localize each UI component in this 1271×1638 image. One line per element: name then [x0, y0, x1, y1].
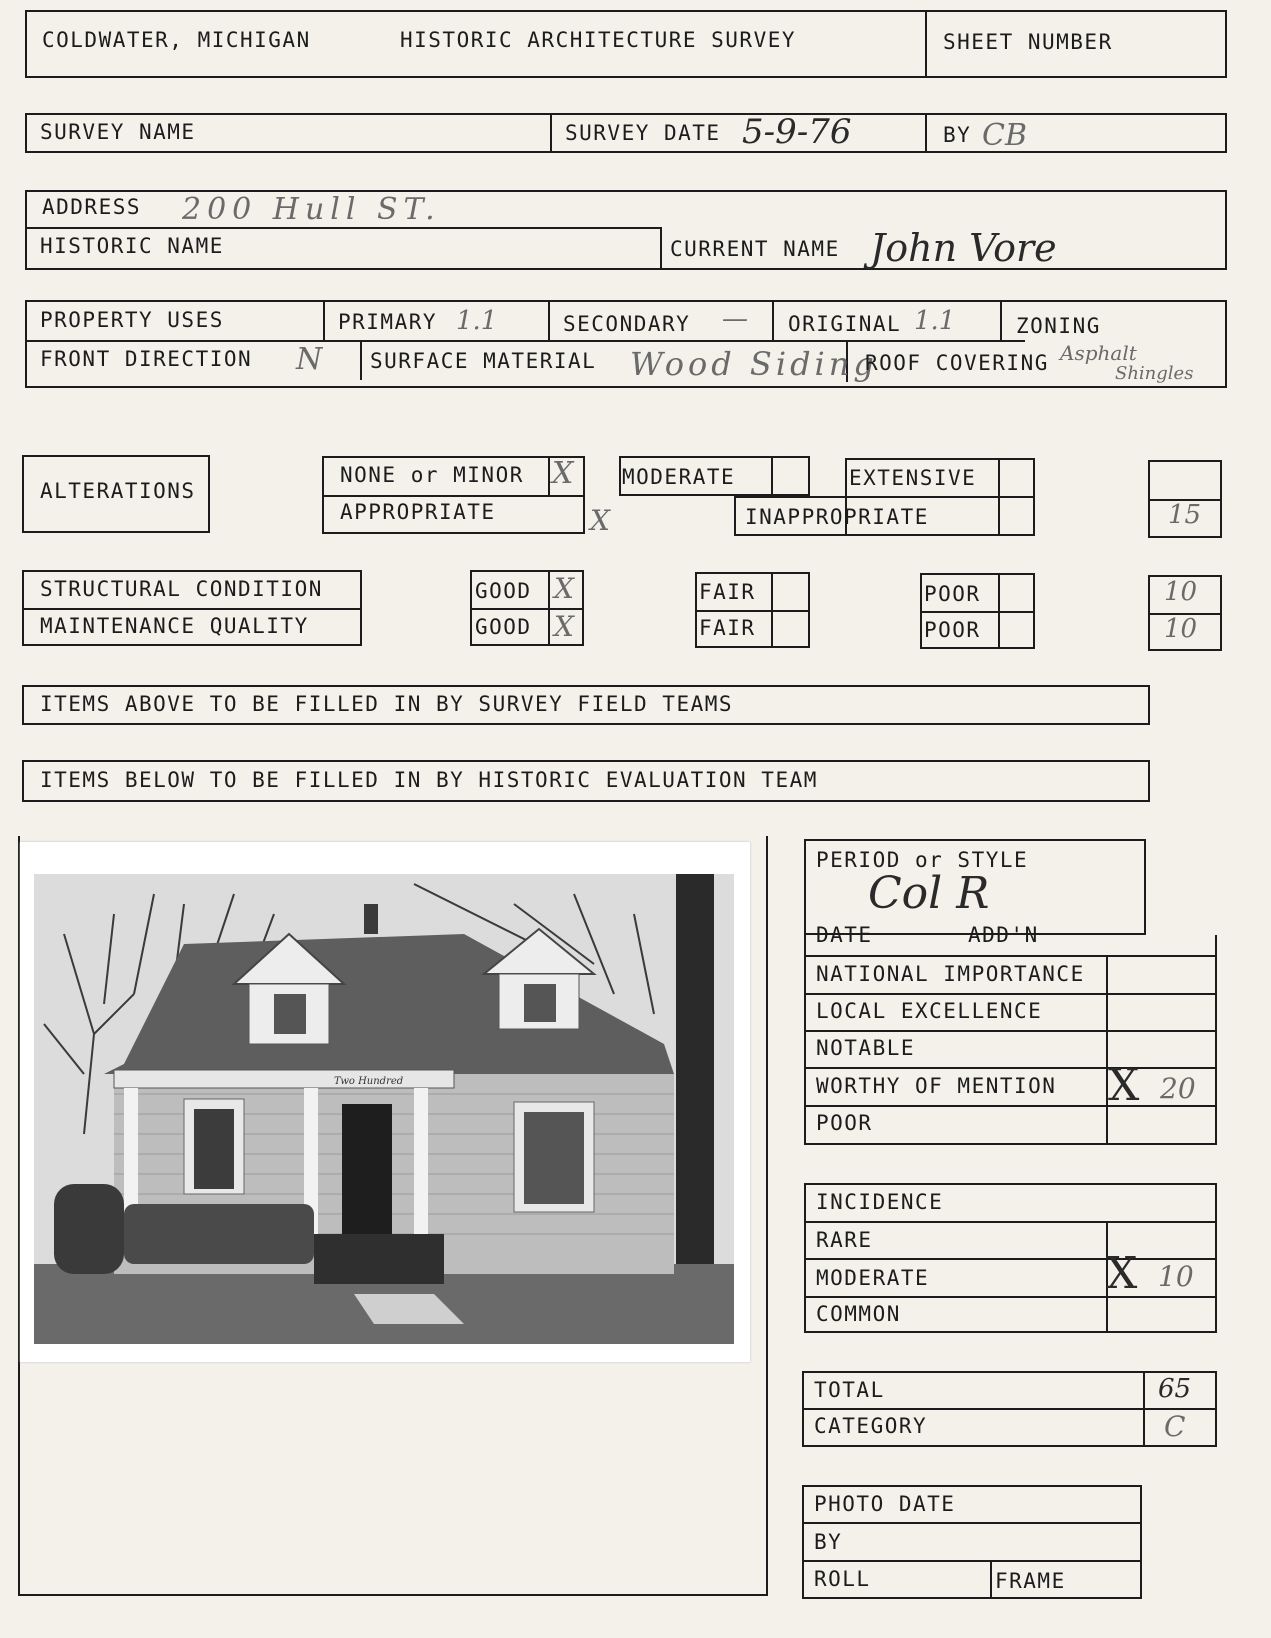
poor-div-h [920, 611, 1035, 613]
note-below: ITEMS BELOW TO BE FILLED IN BY HISTORIC EVALUATION TEAM [40, 768, 818, 792]
primary-value: 1.1 [456, 306, 498, 336]
sheet-number-label: SHEET NUMBER [943, 30, 1113, 54]
incidence-moderate-mark: X [1106, 1248, 1138, 1299]
roof-covering-value-2: Shingles [1115, 363, 1194, 384]
eval-h5 [804, 1105, 1217, 1107]
maintenance-score: 10 [1164, 614, 1198, 644]
period-label: PERIOD or STYLE [816, 848, 1029, 872]
alterations-score: 15 [1168, 500, 1202, 530]
good-label-1: GOOD [475, 579, 532, 603]
survey-name-label: SURVEY NAME [40, 120, 196, 144]
inappropriate-label: INAPPROPRIATE [745, 505, 929, 529]
property-div-5 [360, 340, 362, 380]
alter-div-h1 [322, 495, 585, 497]
survey-divider-2 [925, 113, 927, 153]
good-div-v [548, 570, 550, 646]
eval-h1 [804, 955, 1217, 957]
property-div-4 [1000, 300, 1002, 342]
house-sign-text: Two Hundred [334, 1076, 404, 1087]
fair-label-1: FAIR [699, 580, 756, 604]
extensive-label: EXTENSIVE [849, 466, 977, 490]
survey-by-value: CB [982, 118, 1027, 153]
incidence-label: INCIDENCE [816, 1190, 944, 1214]
period-value: Col R [868, 868, 990, 919]
none-minor-label: NONE or MINOR [340, 463, 524, 487]
photo-info-h2 [802, 1560, 1142, 1562]
eval-h2 [804, 993, 1217, 995]
front-direction-value: N [296, 342, 323, 377]
survey-date-value: 5-9-76 [742, 112, 852, 152]
alter-div-v1 [548, 456, 550, 495]
surface-material-label: SURFACE MATERIAL [370, 349, 597, 373]
incidence-h1 [804, 1221, 1217, 1223]
incidence-moderate-score: 10 [1158, 1260, 1194, 1293]
total-value: 65 [1158, 1374, 1192, 1404]
incidence-moderate-label: MODERATE [816, 1266, 930, 1290]
alterations-label: ALTERATIONS [40, 479, 196, 503]
worthy-score: 20 [1160, 1072, 1196, 1105]
address-label: ADDRESS [42, 195, 142, 219]
eval-date-label: DATE [816, 923, 873, 947]
original-label: ORIGINAL [788, 312, 902, 336]
poor-label-2: POOR [924, 618, 981, 642]
property-divider-h [25, 340, 1025, 342]
roof-covering-label: ROOF COVERING [865, 351, 1049, 375]
photo-info-v [990, 1560, 992, 1599]
header-divider [925, 10, 927, 78]
structural-score: 10 [1164, 577, 1198, 607]
incidence-h2 [804, 1258, 1217, 1260]
inappropriate-div [998, 496, 1000, 536]
maintenance-label: MAINTENANCE QUALITY [40, 614, 309, 638]
maintenance-mark: X [554, 610, 574, 643]
worthy-mark: X [1108, 1060, 1140, 1111]
eval-addn-label: ADD'N [968, 923, 1039, 947]
property-div-3 [772, 300, 774, 340]
address-divider-v [660, 227, 662, 270]
common-label: COMMON [816, 1302, 901, 1326]
survey-by-label: BY [943, 123, 972, 147]
frame-label: FRAME [995, 1569, 1066, 1593]
eval-poor-label: POOR [816, 1111, 873, 1135]
survey-divider-1 [550, 113, 552, 153]
surface-material-value: Wood Siding [630, 345, 878, 383]
appropriate-mark: X [590, 504, 610, 537]
fair-div-v [771, 572, 773, 648]
structural-mark: X [554, 572, 574, 605]
property-uses-label: PROPERTY USES [40, 308, 224, 332]
worthy-label: WORTHY OF MENTION [816, 1074, 1057, 1098]
survey-date-label: SURVEY DATE [565, 121, 721, 145]
property-div-2 [548, 300, 550, 340]
local-label: LOCAL EXCELLENCE [816, 999, 1043, 1023]
good-label-2: GOOD [475, 615, 532, 639]
secondary-label: SECONDARY [563, 312, 691, 336]
eval-h4 [804, 1067, 1217, 1069]
total-label: TOTAL [814, 1378, 885, 1402]
current-name-label: CURRENT NAME [670, 237, 840, 261]
condition-label-div [22, 608, 362, 610]
address-value: 200 Hull ST. [182, 192, 441, 227]
roof-covering-value-1: Asphalt [1060, 341, 1137, 365]
none-minor-mark: X [552, 456, 574, 491]
photo-by-label: BY [814, 1530, 843, 1554]
header-title: HISTORIC ARCHITECTURE SURVEY [400, 28, 797, 52]
house-photo-icon [34, 874, 734, 1344]
fair-label-2: FAIR [699, 616, 756, 640]
photo-date-label: PHOTO DATE [814, 1492, 956, 1516]
incidence-h3 [804, 1296, 1217, 1298]
category-value: C [1164, 1410, 1186, 1443]
totals-h [802, 1408, 1217, 1410]
roll-label: ROLL [814, 1567, 871, 1591]
poor-div-v [998, 573, 1000, 649]
moderate-label: MODERATE [622, 465, 736, 489]
front-direction-label: FRONT DIRECTION [40, 347, 253, 371]
original-value: 1.1 [914, 306, 956, 336]
historic-name-label: HISTORIC NAME [40, 234, 224, 258]
address-divider-h [25, 227, 660, 229]
category-label: CATEGORY [814, 1414, 928, 1438]
current-name-value: John Vore [870, 226, 1057, 270]
appropriate-label: APPROPRIATE [340, 500, 496, 524]
rare-label: RARE [816, 1228, 873, 1252]
property-div-1 [323, 300, 325, 340]
eval-h3 [804, 1030, 1217, 1032]
eval-v [1106, 955, 1108, 1145]
moderate-div [771, 456, 773, 496]
fair-div-h [695, 610, 810, 612]
primary-label: PRIMARY [338, 310, 438, 334]
note-above: ITEMS ABOVE TO BE FILLED IN BY SURVEY FIELD TEAMS [40, 692, 734, 716]
photo-info-h1 [802, 1522, 1142, 1524]
house-photo [20, 842, 750, 1362]
notable-label: NOTABLE [816, 1036, 916, 1060]
secondary-value: — [722, 304, 748, 334]
national-label: NATIONAL IMPORTANCE [816, 962, 1085, 986]
structural-label: STRUCTURAL CONDITION [40, 577, 323, 601]
zoning-label: ZONING [1016, 314, 1101, 338]
poor-label-1: POOR [924, 582, 981, 606]
header-location: COLDWATER, MICHIGAN [42, 28, 311, 52]
